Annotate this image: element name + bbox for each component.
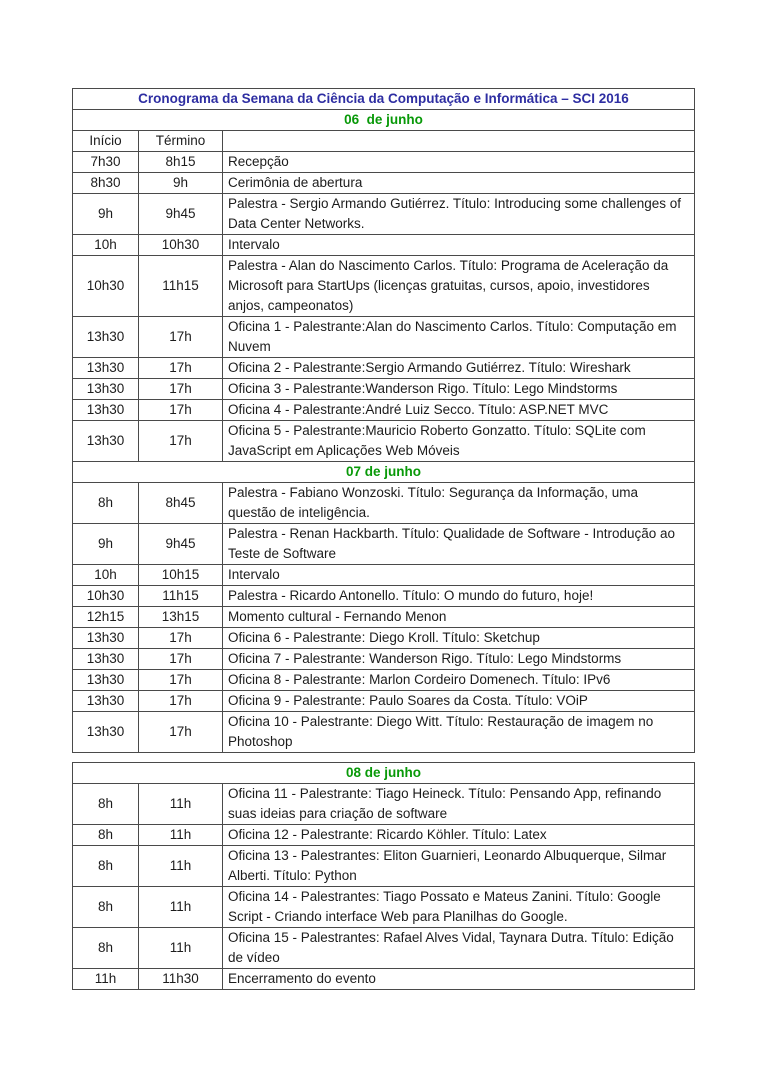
schedule-row bbox=[73, 825, 695, 846]
start-time-cell: 11h bbox=[73, 969, 139, 990]
start-time-cell: 13h30 bbox=[73, 317, 139, 358]
section-date-header: 08 de junho bbox=[73, 763, 695, 784]
end-time-cell: 10h30 bbox=[139, 235, 223, 256]
activity-cell: Palestra - Sergio Armando Gutiérrez. Título: Introducing some challenges of Data Center Networks. bbox=[223, 194, 695, 235]
end-time-cell: 10h15 bbox=[139, 565, 223, 586]
start-time-cell: 8h bbox=[73, 928, 139, 969]
start-time-cell: 13h30 bbox=[73, 691, 139, 712]
activity-cell: Palestra - Renan Hackbarth. Título: Qualidade de Software - Introdução ao Teste de Software bbox=[223, 524, 695, 565]
end-time-cell: 17h bbox=[139, 712, 223, 753]
schedule-row bbox=[73, 586, 695, 607]
end-time-cell: 11h15 bbox=[139, 256, 223, 317]
schedule-row bbox=[73, 846, 695, 887]
end-time-cell: 8h15 bbox=[139, 152, 223, 173]
schedule-document bbox=[72, 88, 695, 990]
schedule-row bbox=[73, 565, 695, 586]
start-time-cell: 10h30 bbox=[73, 586, 139, 607]
schedule-row bbox=[73, 152, 695, 173]
end-time-cell: 11h30 bbox=[139, 969, 223, 990]
end-time-cell: 8h45 bbox=[139, 483, 223, 524]
end-time-cell: 9h45 bbox=[139, 524, 223, 565]
schedule-row bbox=[73, 358, 695, 379]
activity-cell: Intervalo bbox=[223, 235, 695, 256]
section-date-header: 06 de junho bbox=[73, 110, 695, 131]
activity-cell: Oficina 14 - Palestrantes: Tiago Possato e Mateus Zanini. Título: Google Script - Criando interface Web para Planilhas do Google. bbox=[223, 887, 695, 928]
activity-cell: Oficina 6 - Palestrante: Diego Kroll. Título: Sketchup bbox=[223, 628, 695, 649]
end-time-cell: 9h bbox=[139, 173, 223, 194]
schedule-row bbox=[73, 317, 695, 358]
activity-cell: Oficina 7 - Palestrante: Wanderson Rigo. Título: Lego Mindstorms bbox=[223, 649, 695, 670]
section-date-row bbox=[73, 462, 695, 483]
activity-cell: Oficina 1 - Palestrante:Alan do Nascimento Carlos. Título: Computação em Nuvem bbox=[223, 317, 695, 358]
activity-cell: Oficina 15 - Palestrantes: Rafael Alves Vidal, Taynara Dutra. Título: Edição de vídeo bbox=[223, 928, 695, 969]
activity-cell: Cerimônia de abertura bbox=[223, 173, 695, 194]
start-time-cell: 8h bbox=[73, 825, 139, 846]
activity-cell: Oficina 12 - Palestrante: Ricardo Köhler. Título: Latex bbox=[223, 825, 695, 846]
start-time-cell: 13h30 bbox=[73, 712, 139, 753]
section-date-row bbox=[73, 763, 695, 784]
start-time-cell: 13h30 bbox=[73, 628, 139, 649]
schedule-row bbox=[73, 712, 695, 753]
end-time-cell: 17h bbox=[139, 649, 223, 670]
schedule-row bbox=[73, 173, 695, 194]
column-header-end: Término bbox=[139, 131, 223, 152]
start-time-cell: 9h bbox=[73, 524, 139, 565]
activity-cell: Oficina 11 - Palestrante: Tiago Heineck. Título: Pensando App, refinando suas ideias para criação de software bbox=[223, 784, 695, 825]
activity-cell: Oficina 9 - Palestrante: Paulo Soares da Costa. Título: VOiP bbox=[223, 691, 695, 712]
start-time-cell: 13h30 bbox=[73, 649, 139, 670]
section-date-row bbox=[73, 110, 695, 131]
schedule-row bbox=[73, 256, 695, 317]
schedule-row bbox=[73, 379, 695, 400]
start-time-cell: 8h bbox=[73, 784, 139, 825]
column-header-row bbox=[73, 131, 695, 152]
end-time-cell: 17h bbox=[139, 379, 223, 400]
end-time-cell: 11h bbox=[139, 887, 223, 928]
schedule-row bbox=[73, 649, 695, 670]
end-time-cell: 17h bbox=[139, 421, 223, 462]
activity-cell: Palestra - Alan do Nascimento Carlos. Título: Programa de Aceleração da Microsoft para StartUps (licenças gratuitas, cursos, apoio, investidores anjos, campeonatos) bbox=[223, 256, 695, 317]
end-time-cell: 17h bbox=[139, 317, 223, 358]
start-time-cell: 10h30 bbox=[73, 256, 139, 317]
column-header-activity bbox=[223, 131, 695, 152]
start-time-cell: 12h15 bbox=[73, 607, 139, 628]
activity-cell: Palestra - Fabiano Wonzoski. Título: Segurança da Informação, uma questão de inteligência. bbox=[223, 483, 695, 524]
activity-cell: Intervalo bbox=[223, 565, 695, 586]
schedule-row bbox=[73, 887, 695, 928]
end-time-cell: 13h15 bbox=[139, 607, 223, 628]
end-time-cell: 17h bbox=[139, 358, 223, 379]
end-time-cell: 17h bbox=[139, 670, 223, 691]
activity-cell: Palestra - Ricardo Antonello. Título: O mundo do futuro, hoje! bbox=[223, 586, 695, 607]
start-time-cell: 8h bbox=[73, 483, 139, 524]
schedule-row bbox=[73, 524, 695, 565]
end-time-cell: 11h bbox=[139, 825, 223, 846]
end-time-cell: 9h45 bbox=[139, 194, 223, 235]
start-time-cell: 10h bbox=[73, 565, 139, 586]
schedule-table-june-8 bbox=[72, 762, 695, 990]
schedule-row bbox=[73, 421, 695, 462]
start-time-cell: 8h bbox=[73, 846, 139, 887]
start-time-cell: 8h bbox=[73, 887, 139, 928]
activity-cell: Oficina 4 - Palestrante:André Luiz Secco. Título: ASP.NET MVC bbox=[223, 400, 695, 421]
activity-cell: Oficina 2 - Palestrante:Sergio Armando Gutiérrez. Título: Wireshark bbox=[223, 358, 695, 379]
end-time-cell: 11h bbox=[139, 928, 223, 969]
activity-cell: Recepção bbox=[223, 152, 695, 173]
start-time-cell: 13h30 bbox=[73, 379, 139, 400]
schedule-row bbox=[73, 670, 695, 691]
activity-cell: Oficina 13 - Palestrantes: Eliton Guarnieri, Leonardo Albuquerque, Silmar Alberti. Título: Python bbox=[223, 846, 695, 887]
start-time-cell: 10h bbox=[73, 235, 139, 256]
schedule-row bbox=[73, 483, 695, 524]
end-time-cell: 11h bbox=[139, 784, 223, 825]
title-row bbox=[73, 89, 695, 110]
activity-cell: Encerramento do evento bbox=[223, 969, 695, 990]
schedule-row bbox=[73, 194, 695, 235]
start-time-cell: 13h30 bbox=[73, 358, 139, 379]
schedule-row bbox=[73, 235, 695, 256]
activity-cell: Oficina 3 - Palestrante:Wanderson Rigo. Título: Lego Mindstorms bbox=[223, 379, 695, 400]
start-time-cell: 13h30 bbox=[73, 400, 139, 421]
start-time-cell: 7h30 bbox=[73, 152, 139, 173]
schedule-row bbox=[73, 928, 695, 969]
end-time-cell: 17h bbox=[139, 691, 223, 712]
end-time-cell: 17h bbox=[139, 628, 223, 649]
start-time-cell: 13h30 bbox=[73, 421, 139, 462]
end-time-cell: 17h bbox=[139, 400, 223, 421]
end-time-cell: 11h bbox=[139, 846, 223, 887]
schedule-table-june-6-7 bbox=[72, 88, 695, 753]
schedule-row bbox=[73, 628, 695, 649]
end-time-cell: 11h15 bbox=[139, 586, 223, 607]
section-date-header: 07 de junho bbox=[73, 462, 695, 483]
activity-cell: Oficina 5 - Palestrante:Mauricio Roberto Gonzatto. Título: SQLite com JavaScript em Aplicações Web Móveis bbox=[223, 421, 695, 462]
column-header-start: Início bbox=[73, 131, 139, 152]
activity-cell: Momento cultural - Fernando Menon bbox=[223, 607, 695, 628]
schedule-row bbox=[73, 784, 695, 825]
activity-cell: Oficina 8 - Palestrante: Marlon Cordeiro Domenech. Título: IPv6 bbox=[223, 670, 695, 691]
schedule-row bbox=[73, 400, 695, 421]
schedule-row bbox=[73, 691, 695, 712]
schedule-row bbox=[73, 969, 695, 990]
schedule-row bbox=[73, 607, 695, 628]
start-time-cell: 13h30 bbox=[73, 670, 139, 691]
document-title: Cronograma da Semana da Ciência da Computação e Informática – SCI 2016 bbox=[73, 89, 695, 110]
start-time-cell: 8h30 bbox=[73, 173, 139, 194]
start-time-cell: 9h bbox=[73, 194, 139, 235]
activity-cell: Oficina 10 - Palestrante: Diego Witt. Título: Restauração de imagem no Photoshop bbox=[223, 712, 695, 753]
